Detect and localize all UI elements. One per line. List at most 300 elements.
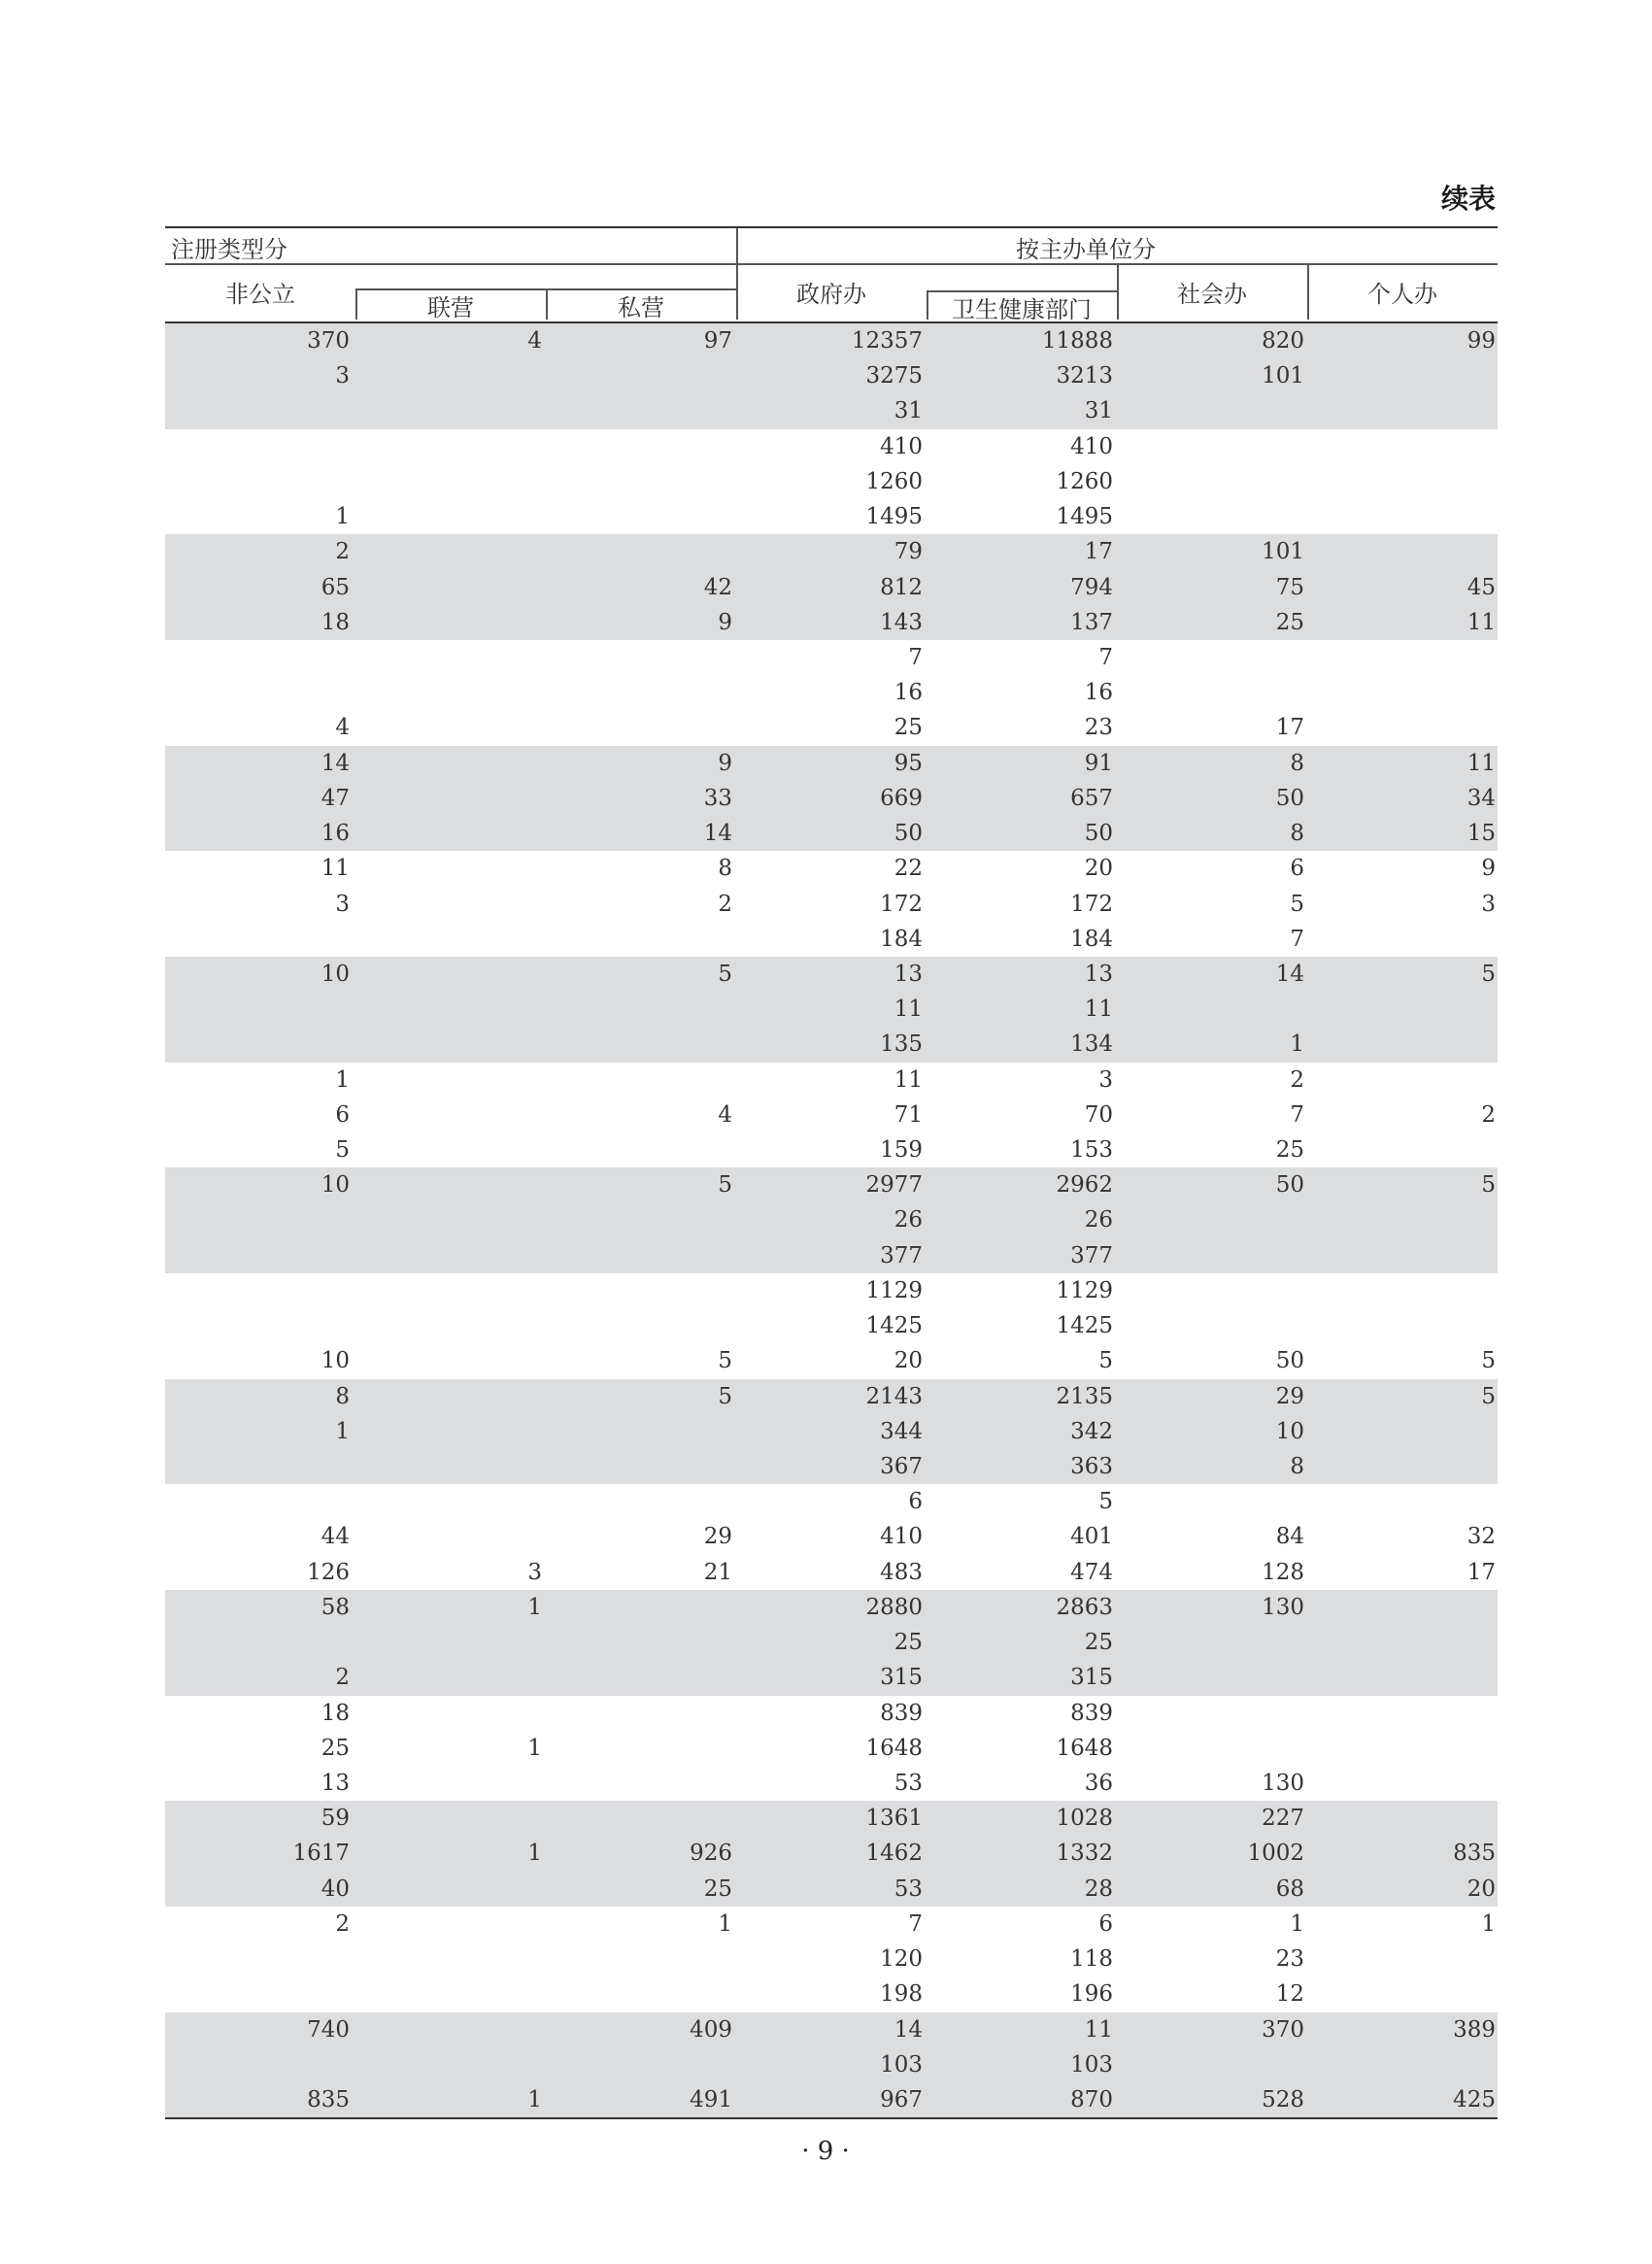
table-cell: 184: [880, 926, 923, 952]
table-cell: 50: [1084, 821, 1113, 847]
table-cell: 344: [880, 1418, 923, 1444]
table-cell: 315: [880, 1665, 923, 1691]
table-cell: [352, 429, 544, 464]
table-cell: [1115, 1273, 1306, 1308]
table-cell: 740: [307, 2016, 350, 2043]
table-cell: 103: [880, 2051, 923, 2078]
table-row: [165, 1625, 1498, 1660]
table-row: [165, 781, 1498, 816]
table-cell: 16: [1084, 680, 1113, 706]
table-cell: [165, 1202, 352, 1237]
table-cell: [1306, 1484, 1498, 1519]
table-cell: [1306, 1238, 1498, 1273]
table-cell: 367: [880, 1454, 923, 1479]
table-cell: 2143: [865, 1383, 923, 1409]
table-row: [165, 1027, 1498, 1062]
table-cell: 33: [703, 785, 732, 811]
table-cell: [352, 710, 544, 745]
table-cell: [352, 1098, 544, 1132]
table-cell: 3: [527, 1559, 542, 1585]
table-cell: [544, 1590, 734, 1625]
table-cell: [165, 1625, 352, 1660]
table-cell: [544, 1132, 734, 1167]
table-row: [165, 1696, 1498, 1731]
table-cell: 95: [893, 750, 923, 776]
table-row: [165, 464, 1498, 499]
table-cell: 23: [1084, 715, 1113, 741]
table-cell: [1115, 2047, 1306, 2082]
table-row: [165, 429, 1498, 464]
table-cell: 1: [527, 2086, 542, 2112]
table-row: [165, 710, 1498, 745]
table-cell: 794: [1070, 574, 1113, 600]
table-cell: [165, 1977, 352, 2011]
table-cell: 5: [718, 1348, 732, 1374]
table-cell: [1115, 1238, 1306, 1273]
table-cell: 134: [1070, 1031, 1113, 1058]
table-cell: [165, 393, 352, 428]
table-cell: 1495: [1056, 504, 1113, 530]
table-cell: [1306, 922, 1498, 957]
table-cell: [1306, 1942, 1498, 1977]
table-cell: [352, 570, 544, 605]
table-cell: 839: [1070, 1700, 1113, 1726]
table-cell: [1306, 1132, 1498, 1167]
table-cell: [544, 1027, 734, 1062]
table-cell: 20: [1467, 1875, 1496, 1902]
table-cell: 40: [320, 1875, 350, 1902]
table-cell: 21: [703, 1559, 732, 1585]
table-cell: 6: [1098, 1910, 1113, 1937]
table-row: [165, 2047, 1498, 2082]
table-cell: 14: [703, 821, 732, 847]
table-cell: [165, 1238, 352, 1273]
table-cell: 1332: [1056, 1841, 1113, 1867]
table-cell: [1115, 393, 1306, 428]
table-cell: 11: [320, 856, 350, 882]
table-cell: [352, 675, 544, 710]
table-header: [165, 226, 1498, 323]
table-cell: [1306, 464, 1498, 499]
table-row: [165, 1343, 1498, 1378]
table-cell: 14: [320, 750, 350, 776]
table-cell: 2: [1481, 1101, 1496, 1128]
table-cell: 14: [893, 2016, 923, 2043]
table-cell: [1306, 1308, 1498, 1343]
table-cell: [1115, 1625, 1306, 1660]
table-cell: 528: [1262, 2086, 1304, 2112]
table-cell: [544, 1273, 734, 1308]
table-cell: 31: [1084, 398, 1113, 424]
table-cell: [544, 1202, 734, 1237]
header-non-public: 非公立: [225, 281, 295, 308]
table-cell: 6: [908, 1489, 923, 1515]
table-cell: [165, 2047, 352, 2082]
table-cell: [352, 816, 544, 851]
table-cell: [1115, 464, 1306, 499]
table-cell: 101: [1262, 363, 1304, 389]
table-cell: 23: [1275, 1946, 1304, 1973]
table-cell: [352, 1132, 544, 1167]
table-cell: [352, 1801, 544, 1836]
table-row: [165, 1449, 1498, 1484]
table-cell: 6: [1290, 856, 1304, 882]
table-cell: 50: [893, 821, 923, 847]
statistics-table: [165, 226, 1498, 2119]
table-cell: 5: [1098, 1348, 1113, 1374]
table-cell: 401: [1070, 1524, 1113, 1550]
table-cell: 59: [320, 1806, 350, 1832]
table-cell: 9: [718, 750, 732, 776]
table-cell: [544, 1977, 734, 2011]
table-cell: [1306, 393, 1498, 428]
table-cell: [1306, 358, 1498, 393]
table-cell: [352, 1519, 544, 1554]
table-cell: [352, 1414, 544, 1449]
table-cell: [1115, 429, 1306, 464]
table-cell: [1306, 429, 1498, 464]
table-cell: 967: [880, 2086, 923, 2112]
table-cell: 101: [1262, 539, 1304, 565]
table-cell: [352, 1343, 544, 1378]
table-cell: [165, 1308, 352, 1343]
table-cell: [165, 640, 352, 675]
table-cell: 377: [880, 1242, 923, 1268]
table-cell: 377: [1070, 1242, 1113, 1268]
table-cell: 1648: [865, 1735, 923, 1761]
table-cell: [1306, 992, 1498, 1027]
table-cell: 820: [1262, 328, 1304, 354]
table-cell: 389: [1453, 2016, 1496, 2043]
table-cell: [352, 640, 544, 675]
table-cell: [1306, 1063, 1498, 1098]
table-cell: [544, 1942, 734, 1977]
table-row: [165, 1977, 1498, 2011]
table-cell: [544, 1484, 734, 1519]
table-row: [165, 1942, 1498, 1977]
table-cell: 128: [1262, 1559, 1304, 1585]
table-cell: 1129: [1056, 1277, 1113, 1303]
table-cell: 5: [1098, 1489, 1113, 1515]
table-cell: 2: [1290, 1066, 1304, 1093]
table-cell: 50: [1275, 1348, 1304, 1374]
table-cell: 79: [893, 539, 923, 565]
table-cell: 1425: [1056, 1313, 1113, 1339]
table-row: [165, 393, 1498, 428]
table-cell: [1115, 1484, 1306, 1519]
table-cell: 16: [893, 680, 923, 706]
table-cell: 839: [880, 1700, 923, 1726]
table-cell: 4: [718, 1101, 732, 1128]
table-cell: 483: [880, 1559, 923, 1585]
table-cell: [1306, 1625, 1498, 1660]
table-cell: 410: [1070, 433, 1113, 459]
table-cell: [352, 534, 544, 569]
table-cell: 71: [893, 1101, 923, 1128]
table-row: [165, 1555, 1498, 1590]
table-row: [165, 1731, 1498, 1766]
table-row: [165, 1098, 1498, 1132]
table-cell: [1306, 1027, 1498, 1062]
table-row: [165, 1414, 1498, 1449]
header-sponsor-unit: 按主办单位分: [1016, 236, 1156, 263]
table-cell: [352, 1766, 544, 1801]
table-cell: 14: [1275, 961, 1304, 987]
table-cell: [352, 1202, 544, 1237]
table-cell: 363: [1070, 1454, 1113, 1479]
table-cell: [352, 1977, 544, 2011]
table-cell: 1648: [1056, 1735, 1113, 1761]
table-cell: [1115, 992, 1306, 1027]
table-cell: [544, 1414, 734, 1449]
table-cell: [544, 1660, 734, 1695]
table-cell: 7: [908, 644, 923, 670]
table-cell: [544, 675, 734, 710]
table-cell: 1425: [865, 1313, 923, 1339]
table-cell: 65: [320, 574, 350, 600]
table-cell: 196: [1070, 1981, 1113, 2008]
table-cell: 5: [1481, 1348, 1496, 1374]
table-cell: [352, 887, 544, 922]
table-row: [165, 323, 1498, 358]
table-cell: 10: [320, 1348, 350, 1374]
table-cell: 198: [880, 1981, 923, 2008]
table-cell: 10: [320, 1172, 350, 1199]
table-cell: 31: [893, 398, 923, 424]
table-cell: [352, 2012, 544, 2047]
table-cell: 26: [1084, 1207, 1113, 1233]
table-cell: [544, 393, 734, 428]
table-cell: 1260: [1056, 468, 1113, 494]
table-cell: 53: [893, 1770, 923, 1796]
table-cell: [1306, 499, 1498, 534]
table-cell: [544, 464, 734, 499]
table-cell: 1361: [865, 1806, 923, 1832]
table-cell: 657: [1070, 785, 1113, 811]
table-cell: [1115, 1308, 1306, 1343]
table-cell: [352, 358, 544, 393]
table-cell: 172: [880, 891, 923, 917]
table-cell: [544, 1801, 734, 1836]
table-cell: 53: [893, 1875, 923, 1902]
table-cell: 13: [893, 961, 923, 987]
table-cell: [544, 499, 734, 534]
table-cell: [352, 851, 544, 886]
table-row: [165, 358, 1498, 393]
table-row: [165, 851, 1498, 886]
table-cell: 13: [1084, 961, 1113, 987]
table-cell: 1: [335, 1418, 350, 1444]
table-cell: 9: [718, 609, 732, 635]
table-row: [165, 746, 1498, 781]
table-row: [165, 922, 1498, 957]
table-cell: 1129: [865, 1277, 923, 1303]
table-cell: 5: [1481, 1172, 1496, 1199]
table-cell: [352, 605, 544, 640]
table-cell: [1306, 1660, 1498, 1695]
table-row: [165, 2012, 1498, 2047]
table-cell: [1306, 710, 1498, 745]
table-cell: 32: [1467, 1524, 1496, 1550]
table-row: [165, 1379, 1498, 1414]
table-cell: 8: [1290, 750, 1304, 776]
table-cell: [1115, 1696, 1306, 1731]
table-cell: 3: [335, 891, 350, 917]
table-cell: [352, 393, 544, 428]
table-cell: [352, 1379, 544, 1414]
table-cell: [1306, 1731, 1498, 1766]
table-cell: [1306, 1977, 1498, 2011]
header-registration-type: 注册类型分: [171, 236, 287, 263]
table-cell: [352, 746, 544, 781]
table-cell: 812: [880, 574, 923, 600]
table-cell: 1: [1290, 1910, 1304, 1937]
table-cell: 22: [893, 856, 923, 882]
table-row: [165, 1836, 1498, 1871]
table-row: [165, 1801, 1498, 1836]
table-body: [165, 323, 1498, 2117]
table-cell: 7: [1290, 1101, 1304, 1128]
table-cell: 20: [893, 1348, 923, 1374]
table-cell: [1306, 1202, 1498, 1237]
table-cell: 58: [320, 1594, 350, 1620]
table-cell: 17: [1467, 1559, 1496, 1585]
table-row: [165, 499, 1498, 534]
table-cell: [544, 1308, 734, 1343]
table-cell: 5: [335, 1137, 350, 1164]
table-cell: 1: [335, 1066, 350, 1093]
table-cell: [352, 1484, 544, 1519]
table-cell: [352, 1238, 544, 1273]
table-cell: 172: [1070, 891, 1113, 917]
table-cell: 7: [1098, 644, 1113, 670]
table-cell: [544, 640, 734, 675]
table-cell: 227: [1262, 1806, 1304, 1832]
table-cell: 103: [1070, 2051, 1113, 2078]
table-cell: [165, 992, 352, 1027]
table-cell: 491: [690, 2086, 732, 2112]
table-cell: [352, 1063, 544, 1098]
table-row: [165, 816, 1498, 851]
table-cell: 1: [718, 1910, 732, 1937]
table-cell: 126: [307, 1559, 350, 1585]
table-cell: 1: [527, 1594, 542, 1620]
table-cell: 1: [1481, 1910, 1496, 1937]
table-cell: [544, 1063, 734, 1098]
table-cell: 135: [880, 1031, 923, 1058]
table-row: [165, 2082, 1498, 2117]
table-cell: 2962: [1056, 1172, 1113, 1199]
table-cell: [544, 429, 734, 464]
table-cell: 2: [718, 891, 732, 917]
table-cell: 25: [1275, 1137, 1304, 1164]
table-cell: 137: [1070, 609, 1113, 635]
table-cell: [1306, 675, 1498, 710]
table-cell: [352, 1027, 544, 1062]
table-cell: 18: [320, 609, 350, 635]
table-cell: [544, 1449, 734, 1484]
table-cell: [1306, 1273, 1498, 1308]
table-cell: [165, 1449, 352, 1484]
table-cell: 370: [1262, 2016, 1304, 2043]
table-cell: 25: [893, 1630, 923, 1656]
table-cell: 11888: [1041, 328, 1113, 354]
table-cell: [544, 992, 734, 1027]
table-cell: [1115, 1731, 1306, 1766]
table-row: [165, 1132, 1498, 1167]
table-cell: 11: [1084, 2016, 1113, 2043]
table-cell: [1306, 1696, 1498, 1731]
table-cell: [165, 675, 352, 710]
table-cell: [544, 1766, 734, 1801]
table-cell: 11: [893, 997, 923, 1023]
table-cell: 2: [335, 1665, 350, 1691]
table-cell: 1617: [292, 1841, 350, 1867]
table-cell: [1306, 1766, 1498, 1801]
table-cell: 7: [1290, 926, 1304, 952]
table-cell: [165, 1484, 352, 1519]
table-cell: 11: [893, 1066, 923, 1093]
table-cell: [1306, 1449, 1498, 1484]
table-row: [165, 1273, 1498, 1308]
table-cell: 8: [335, 1383, 350, 1409]
table-cell: 45: [1467, 574, 1496, 600]
table-cell: 50: [1275, 785, 1304, 811]
table-cell: 143: [880, 609, 923, 635]
table-cell: 2: [335, 539, 350, 565]
table-cell: 25: [320, 1735, 350, 1761]
table-cell: 12357: [851, 328, 923, 354]
table-cell: 410: [880, 433, 923, 459]
table-cell: 1002: [1247, 1841, 1304, 1867]
table-cell: [544, 710, 734, 745]
table-cell: 409: [690, 2016, 732, 2043]
table-cell: 84: [1275, 1524, 1304, 1550]
table-bottom-rule: [165, 2117, 1498, 2119]
table-cell: [544, 1238, 734, 1273]
table-cell: [1306, 640, 1498, 675]
table-cell: [352, 1167, 544, 1202]
table-cell: 1: [335, 504, 350, 530]
table-cell: 926: [690, 1841, 732, 1867]
table-cell: 2135: [1056, 1383, 1113, 1409]
table-cell: 3: [335, 363, 350, 389]
table-cell: 1028: [1056, 1806, 1113, 1832]
table-cell: [352, 1308, 544, 1343]
table-cell: 11: [1084, 997, 1113, 1023]
table-cell: 159: [880, 1137, 923, 1164]
table-cell: 3275: [865, 363, 923, 389]
table-cell: [352, 1660, 544, 1695]
table-cell: 2863: [1056, 1594, 1113, 1620]
table-cell: [1306, 534, 1498, 569]
table-cell: 50: [1275, 1172, 1304, 1199]
table-cell: 3213: [1056, 363, 1113, 389]
table-cell: [352, 1872, 544, 1907]
table-cell: [352, 2047, 544, 2082]
table-cell: 2977: [865, 1172, 923, 1199]
table-cell: 8: [1290, 1454, 1304, 1479]
header-joint: 联营: [427, 294, 474, 321]
table-cell: 18: [320, 1700, 350, 1726]
table-row: [165, 1202, 1498, 1237]
table-cell: 25: [893, 715, 923, 741]
table-cell: 118: [1070, 1946, 1113, 1973]
table-cell: 669: [880, 785, 923, 811]
table-cell: 5: [718, 1172, 732, 1199]
table-cell: [1115, 499, 1306, 534]
table-cell: 25: [1275, 609, 1304, 635]
